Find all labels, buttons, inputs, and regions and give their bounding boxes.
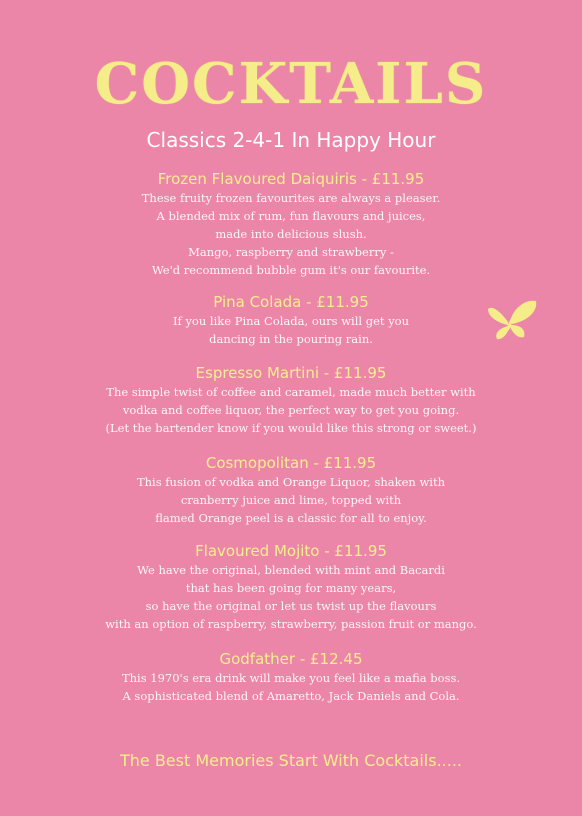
menu-item-description-line: These fruity frozen favourites are always a pleaser. (141, 191, 441, 205)
page-title: COCKTAILS (94, 51, 488, 117)
menu-item-description-line: vodka and coffee liquor, the perfect way to get you going. (122, 403, 460, 417)
page-footer-tagline: The Best Memories Start With Cocktails..... (119, 751, 462, 770)
menu-item-heading: Frozen Flavoured Daiquiris - £11.95 (157, 170, 425, 188)
menu-item-description-line: A sophisticated blend of Amaretto, Jack Daniels and Cola. (122, 689, 460, 703)
menu-item-description-line: made into delicious slush. (215, 227, 367, 241)
menu-item-description-line: Mango, raspberry and strawberry - (188, 245, 394, 259)
menu-item-description-line: We'd recommend bubble gum it's our favourite. (151, 263, 431, 277)
menu-item-description-line: This 1970's era drink will make you feel like a mafia boss. (121, 671, 461, 685)
menu-item-description-line: flamed Orange peel is a classic for all to enjoy. (155, 511, 427, 525)
menu-item-cosmopolitan (0, 454, 582, 527)
menu-item-heading: Pina Colada - £11.95 (213, 293, 369, 311)
menu-item-heading: Godfather - £12.45 (219, 650, 363, 668)
menu-item-description-line: The simple twist of coffee and caramel, made much better with (106, 385, 476, 399)
menu-item-espresso-martini (0, 364, 582, 437)
menu-item-description-line: so have the original or let us twist up the flavours (145, 599, 437, 613)
menu-item-heading: Espresso Martini - £11.95 (195, 364, 387, 382)
menu-item-description-line: with an option of raspberry, strawberry, passion fruit or mango. (105, 617, 477, 631)
menu-item-godfather (0, 650, 582, 705)
menu-item-description-line: dancing in the pouring rain. (209, 332, 373, 346)
menu-item-description-line: cranberry juice and lime, topped with (180, 493, 402, 507)
menu-item-description-line: that has been going for many years, (185, 581, 397, 595)
menu-item-flavoured-mojito (0, 542, 582, 633)
menu-item-description-line: We have the original, blended with mint and Bacardi (137, 563, 445, 577)
menu-item-description-line: A blended mix of rum, fun flavours and juices, (156, 209, 426, 223)
menu-item-heading: Flavoured Mojito - £11.95 (195, 542, 387, 560)
page-subtitle: Classics 2-4-1 In Happy Hour (146, 128, 436, 152)
menu-item-description-line: This fusion of vodka and Orange Liquor, shaken with (136, 475, 446, 489)
menu-item-frozen-daiquiris (0, 170, 582, 279)
menu-item-description-line: If you like Pina Colada, ours will get you (172, 314, 410, 328)
butterfly-icon (486, 297, 538, 343)
menu-item-heading: Cosmopolitan - £11.95 (205, 454, 377, 472)
menu-item-description-line: (Let the bartender know if you would like this strong or sweet.) (105, 421, 477, 435)
